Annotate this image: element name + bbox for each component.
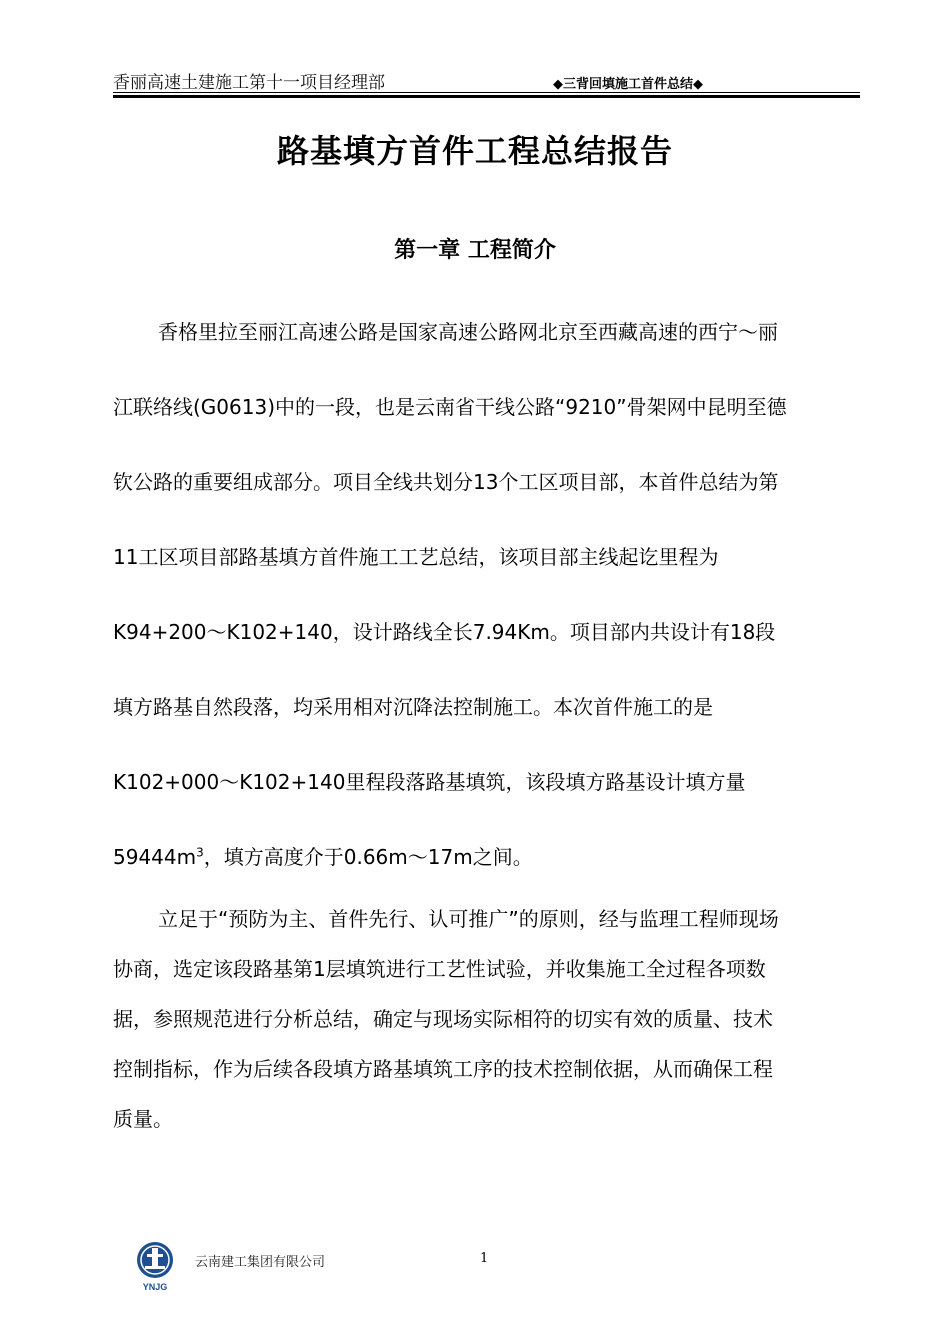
document-title: 路基填方首件工程总结报告 — [276, 132, 673, 170]
cubic-superscript: 3 — [196, 845, 204, 860]
paragraph1-line: K102+000～K102+140里程段落路基填筑，该段填方路基设计填方量 — [113, 770, 746, 794]
paragraph1-line: 江联络线(G0613)中的一段，也是云南省干线公路“9210”骨架网中昆明至德 — [113, 395, 787, 419]
paragraph2-line: 控制指标，作为后续各段填方路基填筑工序的技术控制依据，从而确保工程 — [113, 1057, 773, 1081]
paragraph1-line: 填方路基自然段落，均采用相对沉降法控制施工。本次首件施工的是 — [113, 695, 713, 719]
paragraph2-line: 据，参照规范进行分析总结，确定与现场实际相符的切实有效的质量、技术 — [113, 1007, 773, 1031]
paragraph1-line: 香格里拉至丽江高速公路是国家高速公路网北京至西藏高速的西宁～丽 — [158, 320, 778, 344]
header-left-text: 香丽高速土建施工第十一项目经理部 — [113, 73, 385, 93]
paragraph1-line-tail: ，填方高度介于0.66m～17m之间。 — [203, 845, 533, 869]
page-number: 1 — [480, 1251, 489, 1266]
chapter-heading: 第一章 工程简介 — [394, 238, 556, 263]
paragraph1-line: 11工区项目部路基填方首件施工工艺总结，该项目部主线起讫里程为 — [113, 545, 719, 569]
header-rule-thin — [113, 92, 860, 93]
volume-value: 59444m — [113, 845, 197, 869]
paragraph1-last-line — [113, 841, 533, 870]
paragraph2-line: 质量。 — [113, 1107, 173, 1131]
paragraph2-line: 协商，选定该段路基第1层填筑进行工艺性试验，并收集施工全过程各项数 — [113, 957, 766, 981]
footer-company: 云南建工集团有限公司 — [195, 1255, 326, 1270]
header-rule-thick — [113, 95, 860, 98]
paragraph2-line: 立足于“预防为主、首件先行、认可推广”的原则，经与监理工程师现场 — [158, 907, 779, 931]
header-right-text: ◆三背回填施工首件总结◆ — [553, 77, 703, 92]
ynjg-logo-icon — [133, 1240, 177, 1292]
paragraph1-line: K94+200～K102+140，设计路线全长7.94Km。项目部内共设计有18段 — [113, 620, 776, 644]
logo-text: YNJG — [142, 1282, 168, 1292]
paragraph1-line: 钦公路的重要组成部分。项目全线共划分13个工区项目部，本首件总结为第 — [113, 470, 779, 494]
